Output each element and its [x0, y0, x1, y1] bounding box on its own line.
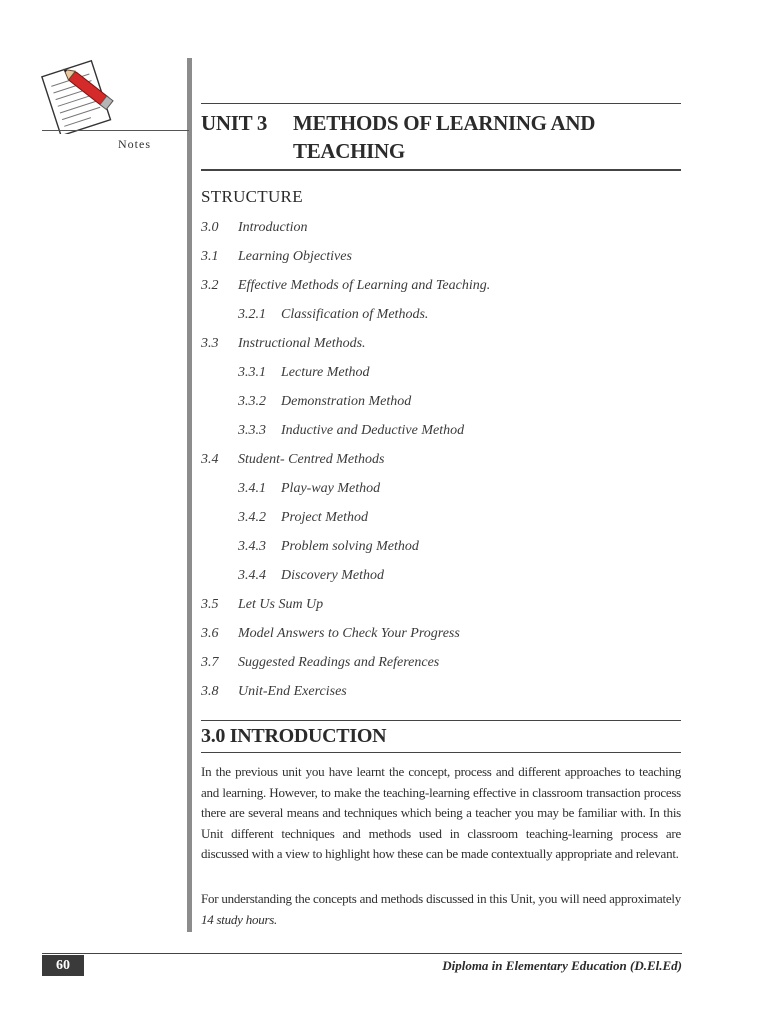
toc-subitem [201, 537, 681, 566]
study-hours-emphasis: 14 study hours. [201, 911, 278, 927]
toc-subitem [201, 479, 681, 508]
toc-label: Project Method [281, 510, 368, 525]
toc-label: Problem solving Method [281, 539, 419, 554]
notes-label: Notes [118, 137, 151, 151]
notes-pencil-icon [40, 52, 124, 134]
toc-label: Introduction [238, 220, 308, 235]
toc-number: 3.0 [201, 220, 219, 235]
toc-label: Demonstration Method [281, 394, 412, 409]
toc-item [201, 682, 681, 711]
structure-list [201, 218, 681, 711]
toc-item [201, 624, 681, 653]
toc-number: 3.4.4 [238, 568, 266, 583]
toc-label: Suggested Readings and References [238, 655, 440, 670]
footer-title: Diploma in Elementary Education (D.El.Ed) [442, 958, 682, 973]
toc-number: 3.4.3 [238, 539, 266, 554]
toc-label: Instructional Methods. [238, 336, 366, 351]
toc-item [201, 247, 681, 276]
toc-label: Lecture Method [281, 365, 370, 380]
unit-number: UNIT 3 [201, 111, 268, 135]
structure-heading: STRUCTURE [201, 187, 303, 206]
page-number: 60 [42, 955, 84, 976]
margin-rule [187, 58, 192, 932]
paragraph-2-text: For understanding the concepts and methods discussed in this Unit, you will need approximately [201, 891, 681, 906]
toc-number: 3.4 [201, 452, 219, 467]
toc-number: 3.7 [201, 655, 219, 670]
toc-subitem [201, 392, 681, 421]
toc-number: 3.5 [201, 597, 219, 612]
toc-subitem [201, 566, 681, 595]
toc-number: 3.2 [201, 278, 219, 293]
toc-item [201, 595, 681, 624]
toc-number: 3.3.2 [238, 394, 266, 409]
footer-rule [42, 953, 682, 954]
toc-item [201, 276, 681, 305]
unit-title-line-1: METHODS OF LEARNING AND [293, 111, 596, 135]
toc-label: Play-way Method [281, 481, 381, 496]
toc-item [201, 334, 681, 363]
toc-subitem [201, 508, 681, 537]
toc-label: Student- Centred Methods [238, 452, 385, 467]
toc-number: 3.8 [201, 684, 219, 699]
section-rule-top [201, 720, 681, 721]
toc-number: 3.3.3 [238, 423, 266, 438]
section-rule-bottom [201, 752, 681, 753]
toc-label: Let Us Sum Up [238, 597, 324, 612]
toc-item [201, 218, 681, 247]
introduction-paragraph-1: In the previous unit you have learnt the concept, process and different approaches to teaching and learning. However, to make the teaching-learning effective in classroom transaction process there are several means and techniques which being a teacher you may be familiar with. In this Unit different techniques and methods used in classroom teaching-learning process are discussed with a view to highlight how these can be made contextually appropriate and relevant. [201, 764, 681, 861]
toc-label: Inductive and Deductive Method [281, 423, 465, 438]
toc-subitem [201, 305, 681, 334]
toc-number: 3.4.1 [238, 481, 266, 496]
toc-label: Model Answers to Check Your Progress [238, 626, 460, 641]
toc-number: 3.6 [201, 626, 219, 641]
toc-number: 3.4.2 [238, 510, 266, 525]
introduction-heading: 3.0 INTRODUCTION [201, 725, 387, 747]
toc-label: Classification of Methods. [281, 307, 429, 322]
toc-number: 3.3.1 [238, 365, 266, 380]
toc-item [201, 450, 681, 479]
toc-label: Unit-End Exercises [238, 684, 347, 699]
unit-heading [201, 103, 681, 171]
toc-subitem [201, 363, 681, 392]
toc-label: Learning Objectives [238, 249, 352, 264]
unit-title-line-2: TEACHING [293, 139, 405, 163]
introduction-paragraph-2 [201, 889, 681, 930]
toc-label: Effective Methods of Learning and Teaching. [238, 278, 491, 293]
toc-label: Discovery Method [281, 568, 385, 583]
toc-subitem [201, 421, 681, 450]
toc-number: 3.3 [201, 336, 219, 351]
toc-item [201, 653, 681, 682]
toc-number: 3.1 [201, 249, 219, 264]
toc-number: 3.2.1 [238, 307, 266, 322]
notes-divider [42, 130, 189, 131]
